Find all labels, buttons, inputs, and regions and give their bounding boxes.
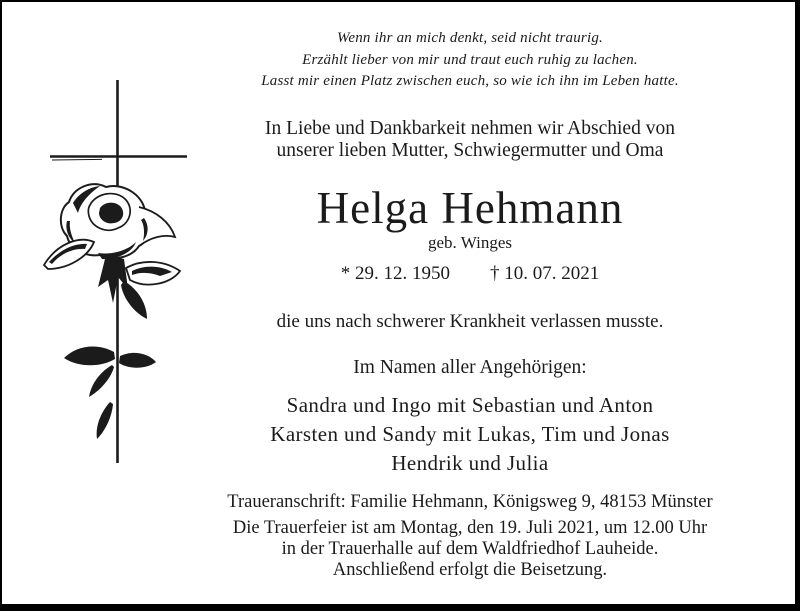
mourning-address: Traueranschrift: Familie Hehmann, Königsweg 9, 48153 Münster	[227, 491, 713, 512]
quote-line-2: Erzählt lieber von mir und traut euch ruhig zu lachen.	[302, 51, 638, 68]
mourners-list	[145, 391, 795, 478]
service-line-1: Die Trauerfeier ist am Montag, den 19. Juli 2021, um 12.00 Uhr	[232, 517, 708, 538]
funeral-service-info	[145, 518, 795, 581]
birth-date: * 29. 12. 1950	[340, 262, 450, 284]
intro-line-2: unserer lieben Mutter, Schwiegermutter und Oma	[276, 140, 664, 161]
deceased-name: Helga Hehmann	[316, 182, 624, 233]
quote-line-3: Lasst mir einen Platz zwischen euch, so wie ich ihn im Leben hatte.	[261, 73, 679, 89]
farewell-intro	[145, 118, 795, 163]
life-dates	[145, 264, 795, 284]
mourners-heading: Im Namen aller Angehörigen:	[353, 356, 587, 378]
memorial-quote	[145, 28, 795, 93]
quote-line-1: Wenn ihr an mich denkt, seid nicht traurig.	[337, 30, 603, 46]
service-line-3: Anschließend erfolgt die Beisetzung.	[332, 559, 608, 580]
maiden-name: geb. Winges	[428, 232, 512, 252]
mourner-line-2: Karsten und Sandy mit Lukas, Tim und Jonas	[270, 421, 670, 446]
circumstance-line: die uns nach schwerer Krankheit verlassen musste.	[276, 310, 664, 332]
service-line-2: in der Trauerhalle auf dem Waldfriedhof Lauheide.	[281, 538, 659, 559]
notice-text	[145, 28, 795, 581]
intro-line-1: In Liebe und Dankbarkeit nehmen wir Abschied von	[265, 117, 675, 139]
mourner-line-3: Hendrik und Julia	[391, 450, 549, 475]
mourner-line-1: Sandra und Ingo mit Sebastian und Anton	[286, 392, 654, 417]
death-date: † 10. 07. 2021	[490, 262, 600, 284]
